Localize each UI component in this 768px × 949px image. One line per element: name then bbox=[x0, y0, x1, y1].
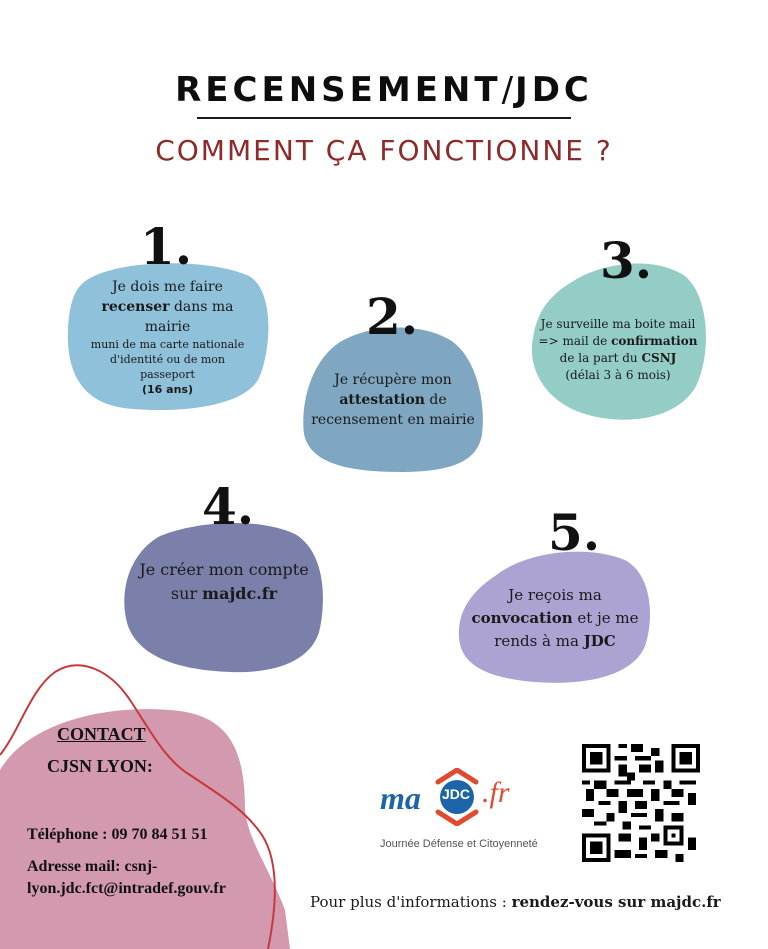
qr-code[interactable] bbox=[582, 744, 700, 862]
logo-fr: .fr bbox=[482, 776, 510, 809]
step-4-line2 bbox=[122, 582, 326, 606]
step-4-number: 4. bbox=[202, 477, 255, 536]
contact-phone[interactable]: Téléphone : 09 70 84 51 51 bbox=[27, 826, 208, 843]
step-5-bold: convocation bbox=[471, 609, 573, 627]
step-3-bold: confirmation bbox=[611, 334, 698, 348]
step-2-text bbox=[300, 370, 486, 430]
step-1-small2: d'identité ou de mon bbox=[110, 353, 225, 366]
step-3-line3 bbox=[528, 350, 708, 367]
step-5-line3 bbox=[455, 630, 655, 653]
step-2-bold: attestation bbox=[339, 392, 425, 408]
step-2-line2 bbox=[300, 390, 486, 410]
step-3-line3-pre: de la part du bbox=[559, 351, 642, 365]
step-5-line2 bbox=[455, 607, 655, 630]
logo-tagline: Journée Défense et Citoyenneté bbox=[380, 838, 538, 850]
step-2-number: 2. bbox=[366, 287, 419, 346]
step-1-line2-rest: dans ma bbox=[169, 299, 234, 315]
page-title bbox=[0, 70, 768, 110]
step-5-line1: Je reçois ma bbox=[508, 586, 602, 604]
footer-info bbox=[310, 893, 721, 911]
footer-prefix: Pour plus d'informations : bbox=[310, 893, 512, 911]
step-1-line3: mairie bbox=[144, 319, 191, 335]
majdc-logo[interactable] bbox=[378, 768, 538, 863]
step-4-line1: Je créer mon compte bbox=[139, 560, 309, 579]
contact-email-line1: Adresse mail: csnj- bbox=[27, 858, 158, 875]
step-2-line3: recensement en mairie bbox=[311, 412, 475, 428]
contact-heading: CONTACT bbox=[57, 724, 146, 744]
step-1-line1: Je dois me faire bbox=[112, 279, 223, 295]
step-1-number: 1. bbox=[140, 217, 193, 276]
step-1-small1: muni de ma carte nationale bbox=[90, 338, 245, 351]
step-5-line3-pre: rends à ma bbox=[494, 632, 584, 650]
contact-email-line2[interactable]: lyon.jdc.fct@intradef.gouv.fr bbox=[27, 880, 226, 897]
step-3-csnj: CSNJ bbox=[641, 351, 677, 365]
step-1-line2 bbox=[70, 297, 265, 317]
step-5-jdc: JDC bbox=[583, 632, 616, 650]
title-recensement: RECENSEMENT bbox=[175, 70, 502, 110]
step-4-link-majdc: majdc.fr bbox=[202, 584, 278, 603]
title-slash: / bbox=[501, 70, 516, 110]
step-3-line2 bbox=[528, 333, 708, 350]
title-divider bbox=[197, 117, 571, 119]
step-3-number: 3. bbox=[600, 231, 653, 290]
logo-ma: ma bbox=[380, 780, 421, 816]
title-jdc: JDC bbox=[515, 70, 593, 110]
step-5-line2-rest: et je me bbox=[572, 609, 639, 627]
footer-link-majdc[interactable]: rendez-vous sur majdc.fr bbox=[511, 893, 721, 911]
step-4-line2-pre: sur bbox=[170, 584, 203, 603]
contact-org: CJSN LYON: bbox=[47, 756, 153, 776]
step-1-small3: passeport bbox=[140, 368, 195, 381]
step-1-age: (16 ans) bbox=[142, 383, 193, 396]
decorative-red-line bbox=[0, 660, 300, 949]
step-3-line2-pre: => mail de bbox=[538, 334, 612, 348]
step-5-text bbox=[455, 584, 655, 653]
step-1-bold: recenser bbox=[101, 299, 170, 315]
step-1-text bbox=[70, 277, 265, 397]
step-5-number: 5. bbox=[548, 503, 601, 562]
step-3-line4: (délai 3 à 6 mois) bbox=[565, 368, 671, 382]
step-2-line2-rest: de bbox=[424, 392, 447, 408]
logo-center-text: JDC bbox=[442, 786, 471, 802]
step-2-line1: Je récupère mon bbox=[334, 372, 452, 388]
step-3-text bbox=[528, 316, 708, 384]
page-subtitle: COMMENT ÇA FONCTIONNE ? bbox=[155, 134, 613, 167]
step-3-line1: Je surveille ma boite mail bbox=[540, 317, 696, 331]
step-4-text bbox=[122, 558, 326, 606]
